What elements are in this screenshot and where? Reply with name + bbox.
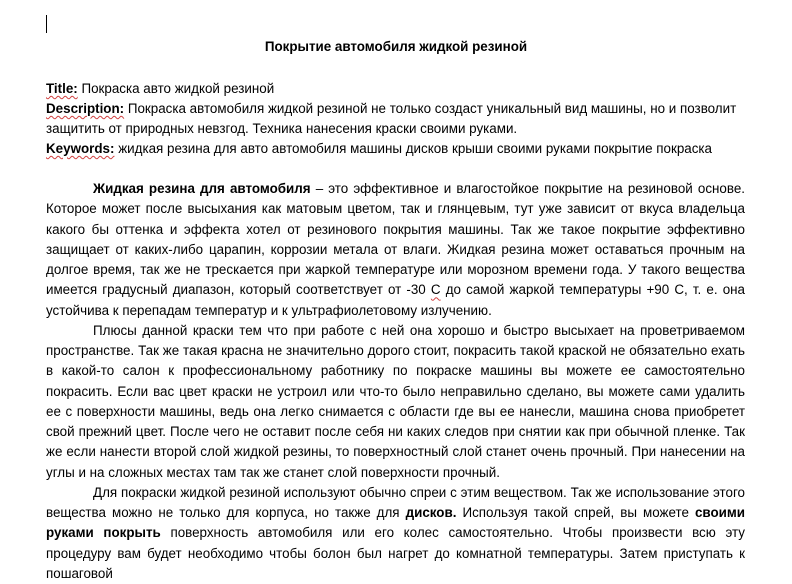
meta-description-line	[46, 99, 746, 139]
paragraph-3-text-a: Для покраски жидкой резиной используют обычно спреи с этим веществом. Так же использование этого вещества можно не только для корпуса, но также для	[46, 484, 745, 520]
meta-keywords-label: Keywords:	[46, 141, 115, 156]
meta-description-label: Description:	[46, 101, 125, 116]
paragraph-3-text-c: поверхность автомобиля или его колес самостоятельно. Чтобы произвести всю эту процедуру вам будет необходимо чтобы болон был нагрет до комнатной температуры. Затем приступать к пошаговой	[46, 525, 745, 581]
text-cursor	[46, 15, 47, 33]
paragraph-3-bold-b: своими руками покрыть	[46, 505, 745, 541]
meta-title-line	[46, 79, 746, 99]
paragraph-1-text-a: – это эффективное и влагостойкое покрытие на резиновой основе. Которое может после высыхания как матовым цветом, так и глянцевым, тут уже зависит от вкуса владельца какого бы оттенка и эффекта хотел от резинового покрытия машины. Так же такое покрытие эффективно защищает от каких-либо царапин, коррозии метала от влаги. Жидкая резина может оставаться прочным на долгое время, так же не трескается при жаркой температуре или морозном времени года. У такого вещества имеется градусный диапазон, который соответствует от -30	[46, 181, 745, 298]
paragraph-1-text-b: до самой жаркой температуры +90 С, т. е. она устойчива к перепадам температур и к ультрафиолетовому излучению.	[46, 282, 745, 318]
meta-keywords-value: жидкая резина для авто автомобиля машины дисков крыши своими руками покрытие покраска	[114, 141, 713, 156]
paragraph-2: Плюсы данной краски тем что при работе с ней она хорошо и быстро высыхает на проветриваемом пространстве. Так же такая красна не значительно дорого стоит, покрасить такой краской не обязательно ехать в какой-то салон к профессиональному работнику по покраске машины вы можете ее самостоятельно покрасить. Если вас цвет краски не устроил или что-то было неправильно сделано, вы можете сами удалить ее с поверхности машины, ведь она легко снимается с области где вы ее нанесли, машина снова приобретет свой прежний цвет. После чего не оставит после себя ни каких следов при снятии как при обычной пленке. Так же если нанести второй слой жидкой резины, то поверхностный слой станет очень прочный. При нанесении на углы и на сложных местах там так же станет слой поверхности прочный.	[46, 322, 745, 480]
paragraph-1	[46, 179, 745, 321]
seo-meta-block	[46, 79, 746, 159]
paragraph-3-text-b: Используя такой спрей, вы можете	[456, 505, 695, 520]
meta-keywords-line	[46, 139, 746, 159]
paragraph-1-lead: Жидкая резина для автомобиля	[93, 181, 311, 196]
paragraph-3	[46, 483, 745, 584]
paragraph-3-bold-a: дисков.	[405, 505, 457, 520]
paragraph-1-degree-c: С	[430, 282, 441, 298]
meta-title-label: Title:	[46, 81, 78, 96]
meta-title-value: Покраска авто жидкой резиной	[77, 81, 275, 96]
meta-description-value: Покраска автомобиля жидкой резиной не только создаст уникальный вид машины, но и позволит защитить от природных невзгод. Техника нанесения краски своими руками.	[46, 101, 737, 136]
document-title: Покрытие автомобиля жидкой резиной	[264, 39, 528, 54]
document-body	[46, 179, 745, 584]
